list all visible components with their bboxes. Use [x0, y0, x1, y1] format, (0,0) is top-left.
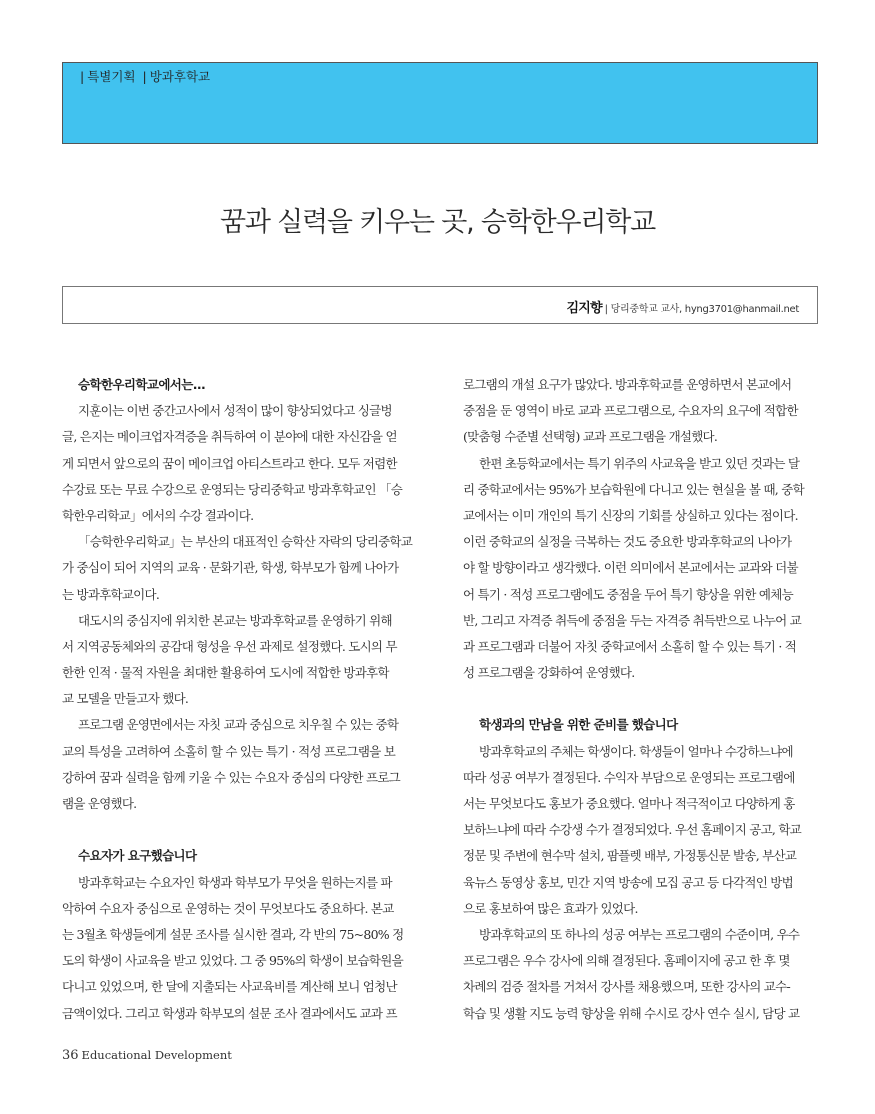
- text-line: 프로그램 운영면에서는 자칫 교과 중심으로 치우칠 수 있는 중학: [78, 717, 399, 733]
- text-line: 서 지역공동체와의 공감대 형성을 우선 과제로 설정했다. 도시의 무: [62, 638, 397, 654]
- text-line: 다니고 있었으며, 한 달에 지출되는 사교육비를 계산해 보니 엄청난: [62, 979, 397, 995]
- text-line: 로그램의 개설 요구가 많았다. 방과후학교를 운영하면서 본교에서: [463, 377, 792, 392]
- subsection-name: 방과후학교: [149, 69, 211, 84]
- right-column: [463, 372, 815, 1027]
- text-line: 서는 무엇보다도 홍보가 중요했다. 얼마나 적극적이고 다양하게 홍: [463, 796, 795, 811]
- text-line: 방과후학교의 주체는 학생이다. 학생들이 얼마나 수강하느냐에: [479, 743, 793, 759]
- text-line: 반, 그리고 자격증 취득에 중점을 두는 자격증 취득반으로 나누어 교: [463, 612, 802, 628]
- section-label: [77, 67, 210, 85]
- text-line: 「승학한우리학교」는 부산의 대표적인 승학산 자락의 당리중학교: [78, 534, 413, 550]
- separator: |: [80, 69, 85, 84]
- text-line: 가 중심이 되어 지역의 교육 · 문화기관, 학생, 학부모가 함께 나아가: [62, 560, 399, 576]
- section-heading: 수요자가 요구했습니다: [78, 848, 197, 864]
- author-line: [567, 297, 799, 316]
- text-line: 이런 중학교의 실정을 극복하는 것도 중요한 방과후학교의 나아가: [463, 534, 792, 550]
- text-line: 교 모델을 만들고자 했다.: [62, 691, 189, 707]
- page-footer: [62, 1048, 232, 1063]
- author-affiliation: 당리중학교 교사, hyng3701@hanmail.net: [610, 304, 799, 315]
- text-line: 교에서는 이미 개인의 특기 신장의 기회를 상실하고 있다는 점이다.: [463, 507, 798, 523]
- text-line: 한한 인적 · 물적 자원을 최대한 활용하여 도시에 적합한 방과후학: [62, 665, 389, 681]
- text-line: 과 프로그램과 더불어 자칫 중학교에서 소홀히 할 수 있는 특기 · 적: [463, 638, 797, 654]
- text-line: 대도시의 중심지에 위치한 본교는 방과후학교를 운영하기 위해: [78, 612, 392, 628]
- text-line: 으로 홍보하여 많은 효과가 있었다.: [463, 900, 638, 916]
- page-number: 36: [62, 1048, 79, 1063]
- text-line: 어 특기 · 적성 프로그램에도 중점을 두어 특기 향상을 위한 예체능: [463, 586, 793, 602]
- author-name: 김지향: [566, 301, 602, 316]
- text-line: 리 중학교에서는 95%가 보습학원에 다니고 있는 현실을 볼 때, 중학: [463, 481, 804, 497]
- text-line: 학습 및 생활 지도 능력 향상을 위해 수시로 강사 연수 실시, 담당 교: [463, 1005, 800, 1021]
- left-column: [62, 372, 414, 1027]
- publication-name: Educational Development: [81, 1048, 232, 1062]
- text-line: 금액이었다. 그리고 학생과 학부모의 설문 조사 결과에서도 교과 프: [62, 1005, 397, 1021]
- text-line: 도의 학생이 사교육을 받고 있었다. 그 중 95%의 학생이 보습학원을: [62, 953, 403, 969]
- section-name: 특별기획: [87, 69, 136, 84]
- text-line: 는 3월초 학생들에게 설문 조사를 실시한 결과, 각 반의 75~80% 정: [62, 926, 404, 942]
- text-line: 중점을 둔 영역이 바로 교과 프로그램으로, 수요자의 요구에 적합한: [463, 403, 798, 419]
- text-line: 야 할 방향이라고 생각했다. 이런 의미에서 본교에서는 교과와 더불: [463, 560, 798, 576]
- text-line: 육뉴스 동영상 홍보, 민간 지역 방송에 모집 공고 등 다각적인 방법: [463, 874, 793, 890]
- text-line: 정문 및 주변에 현수막 설치, 팜플렛 배부, 가정통신문 발송, 부산교: [463, 848, 797, 864]
- text-line: 악하여 수요자 중심으로 운영하는 것이 무엇보다도 중요하다. 본교: [62, 900, 394, 916]
- paragraph-gap: [62, 817, 414, 843]
- text-line: 램을 운영했다.: [62, 796, 137, 811]
- text-line: 방과후학교는 수요자인 학생과 학부모가 무엇을 원하는지를 파: [78, 874, 392, 890]
- author-box: [62, 286, 818, 324]
- text-line: 차례의 검증 절차를 거쳐서 강사를 채용했으며, 또한 강사의 교수-: [463, 979, 790, 995]
- text-line: 지훈이는 이번 중간고사에서 성적이 많이 향상되었다고 싱글벙: [78, 403, 392, 419]
- section-heading: 학생과의 만남을 위한 준비를 했습니다: [479, 717, 678, 733]
- article-title: 꿈과 실력을 키우는 곳, 승학한우리학교: [219, 207, 656, 238]
- text-line: 글, 은지는 메이크업자격증을 취득하여 이 분야에 대한 자신감을 얻: [62, 429, 397, 445]
- paragraph-gap: [463, 686, 815, 712]
- separator: |: [601, 304, 611, 315]
- text-line: 교의 특성을 고려하여 소홀히 할 수 있는 특기 · 적성 프로그램을 보: [62, 743, 396, 759]
- section-heading: 승학한우리학교에서는...: [78, 377, 206, 392]
- separator: |: [142, 69, 147, 84]
- text-line: 게 되면서 앞으로의 꿈이 메이크업 아티스트라고 한다. 모두 저렴한: [62, 455, 397, 471]
- text-line: (맞춤형 수준별 선택형) 교과 프로그램을 개설했다.: [463, 429, 718, 445]
- text-line: 강하여 꿈과 실력을 함께 키울 수 있는 수요자 중심의 다양한 프로그: [62, 769, 401, 785]
- text-line: 성 프로그램을 강화하여 운영했다.: [463, 665, 635, 681]
- text-line: 프로그램은 우수 강사에 의해 결정된다. 홈페이지에 공고 한 후 몇: [463, 953, 790, 969]
- text-line: 방과후학교의 또 하나의 성공 여부는 프로그램의 수준이며, 우수: [479, 926, 800, 942]
- text-line: 는 방과후학교이다.: [62, 586, 160, 602]
- text-line: 따라 성공 여부가 결정된다. 수익자 부담으로 운영되는 프로그램에: [463, 769, 795, 785]
- section-header-band: [62, 62, 818, 144]
- text-line: 보하느냐에 따라 수강생 수가 결정되었다. 우선 홈페이지 공고, 학교: [463, 822, 802, 838]
- text-line: 수강료 또는 무료 수강으로 운영되는 당리중학교 방과후학교인 「승: [62, 481, 403, 497]
- text-line: 한편 초등학교에서는 특기 위주의 사교육을 받고 있던 것과는 달: [479, 455, 800, 471]
- text-line: 학한우리학교」에서의 수강 결과이다.: [62, 507, 254, 523]
